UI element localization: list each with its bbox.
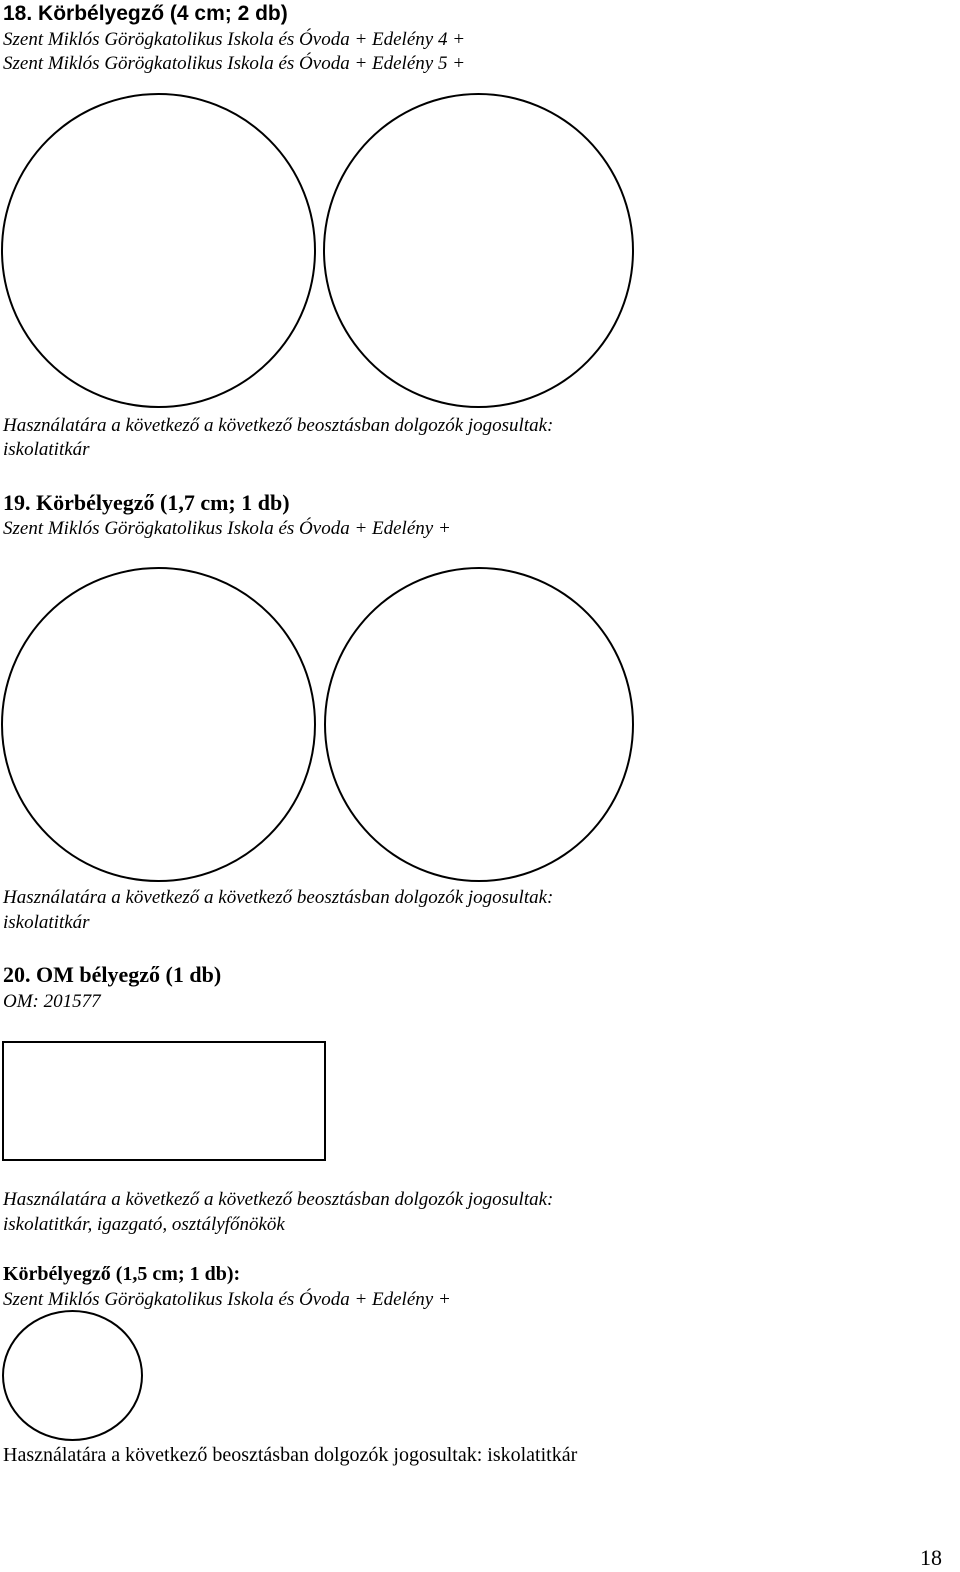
section-20-heading: 20. OM bélyegző (1 db) — [3, 962, 222, 987]
section-19-stamp-text: Szent Miklós Görögkatolikus Iskola és Óvoda + Edelény + — [3, 518, 451, 539]
section-18-stamp-text-2: Szent Miklós Görögkatolikus Iskola és Óvoda + Edelény 5 + — [3, 53, 466, 74]
section-18-heading: 18. Körbélyegző (4 cm; 2 db) — [3, 2, 288, 25]
stamp-impression-circle-medium-2 — [324, 567, 634, 882]
page-number: 18 — [920, 1545, 942, 1570]
section-20-authorized-users: iskolatitkár, igazgató, osztályfőnökök — [3, 1214, 285, 1235]
stamp-impression-circle-large-2 — [323, 93, 634, 408]
section-18-authorized-users: iskolatitkár — [3, 439, 90, 460]
section-21-usage-text: Használatára a következő beosztásban dolgozók jogosultak: iskolatitkár — [3, 1444, 578, 1466]
om-stamp-impression-box — [2, 1041, 326, 1161]
section-21-heading: Körbélyegző (1,5 cm; 1 db): — [3, 1263, 241, 1285]
section-19-authorized-users: iskolatitkár — [3, 912, 90, 933]
section-21-stamp-text: Szent Miklós Görögkatolikus Iskola és Óvoda + Edelény + — [3, 1289, 451, 1310]
section-18-usage-text: Használatára a következő a következő beosztásban dolgozók jogosultak: — [3, 415, 554, 436]
section-19-usage-text: Használatára a következő a következő beosztásban dolgozók jogosultak: — [3, 887, 554, 908]
section-19-heading: 19. Körbélyegző (1,7 cm; 1 db) — [3, 490, 290, 515]
stamp-impression-circle-large-1 — [1, 93, 316, 408]
stamp-impression-circle-medium-1 — [1, 567, 316, 882]
section-18-stamp-text-1: Szent Miklós Görögkatolikus Iskola és Óvoda + Edelény 4 + — [3, 29, 466, 50]
section-20-om-number: OM: 201577 — [3, 991, 101, 1012]
stamp-impression-circle-small — [2, 1310, 143, 1441]
section-20-usage-text: Használatára a következő a következő beosztásban dolgozók jogosultak: — [3, 1189, 554, 1210]
